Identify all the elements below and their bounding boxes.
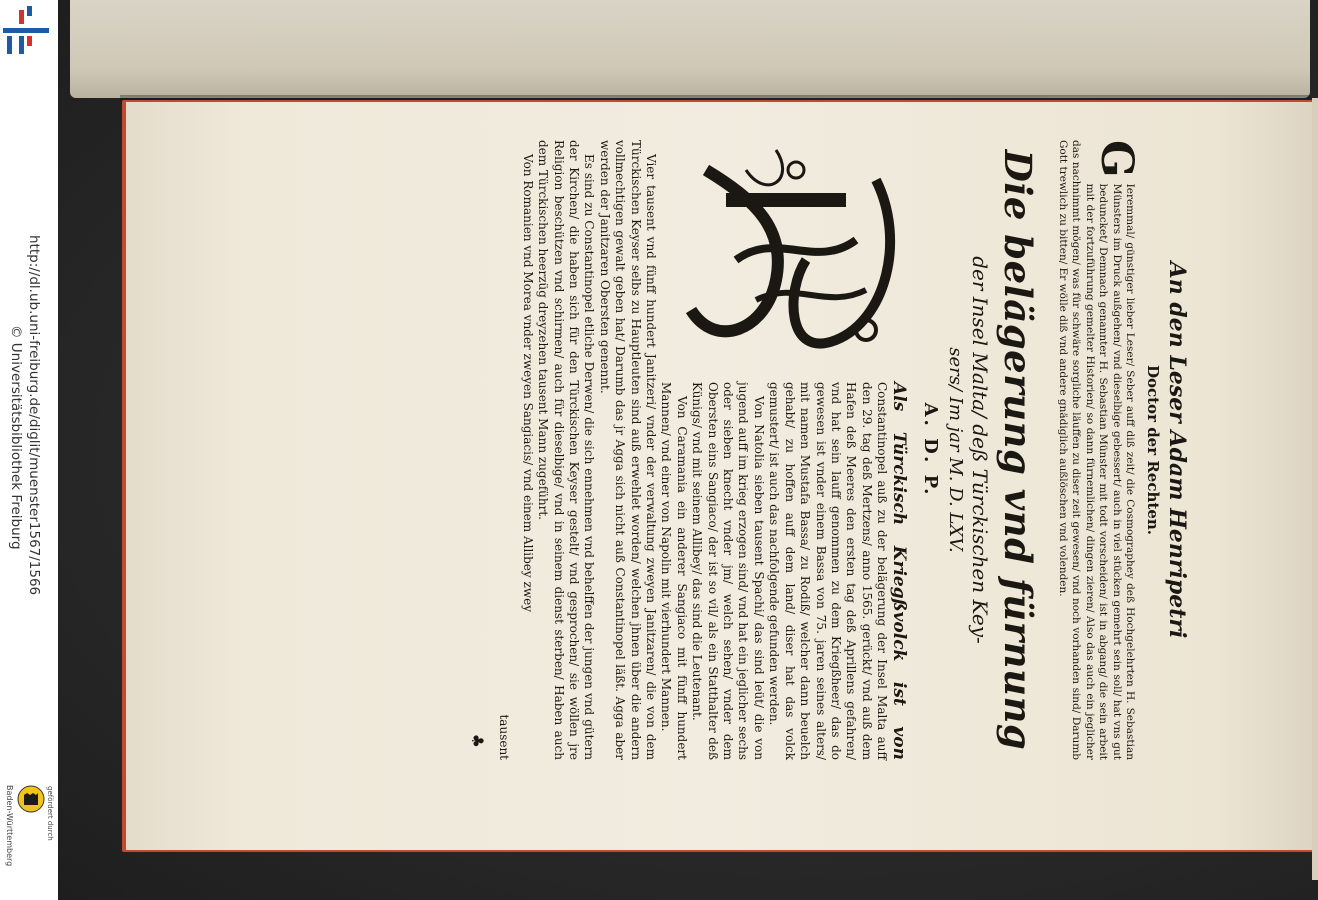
intro-text: Ieremmal/ günstiger lieber Leser/ Seber auff diß zeit/ die Cosmographey deß Hochgelehrten H. Sebastian Münsters im Druck außgehen/ vnd dieselbige gebessert/ auch in viel stücken gemehrt sein soll/ hat vns gut beduncket/ Demnach genannter H. Sebastian Münster mit todt vorscheiden/ ist in abgang/ die sein arbeit mit der fortzuführung gemelter Historien/ so dann fürnemlichen/ dingen zieren/ Also das auch ein jeglicher das nachnimmt mögen/ was für schwäre sorgliche läuffen zu diser zeit gewesen/ vnd noch vorhanden sind/ Darumb Gott trewlich zu bitten/ Er wölle diß vnd andere gnädiglich außlöschen vnd volenden.: [1056, 140, 1136, 760]
body-paragraph-5: Es sind zu Constantinopel etliche Derwen/ die sich ennehmen vnd behelffen der jungen vnd gütern der Kirchen/ die haben sich für den Türckischen Keyser gestelt/ vnd gesprochen/ sie wöllen jre Religion beschützen vnd schirmen/ auch für dieselbige/ vnd in seinem dienst sterben/ Haben auch dem Türckischen heerzüg dreyzehen tausent Mann zugeführt.: [536, 140, 597, 760]
funded-by-label: gefördert durch: [46, 786, 54, 841]
body-paragraph-2: Von Natolia sieben tausent Spachi/ das sind leüt/ die von jugend auff im krieg erzogen sind/ vnd hat ein jeglicher sechs oder sieben knecht vnder jm/ welch sehen/ vnder dem Obersten eins Sangiaco/ der ist so vil/ als ein Statthalter deß Künigs/ vnd mit seinem Allibey/ das sind die Leutenant.: [690, 382, 766, 760]
ub-freiburg-logo-icon: [3, 6, 49, 56]
intro-initial: G: [1091, 140, 1142, 178]
catchword: tausent: [497, 714, 512, 760]
document-title-line3: [945, 140, 966, 760]
sponsor-name-text: Baden-Württemberg: [5, 785, 14, 867]
page-stack-edge: [1312, 98, 1318, 880]
body-paragraph-6: Von Romanien vnd Morea vnder zweyen Sangiacis/ vnd einem Allibey zwey: [520, 154, 535, 612]
copyright-text: © Universitätsbibliothek Freiburg: [8, 325, 24, 550]
date-mark: A. D. P.: [919, 402, 941, 498]
baden-wuerttemberg-emblem-icon: [17, 785, 45, 813]
page-heading: An den Leser Adam Henripetri: [1164, 261, 1190, 639]
document-title: Die belägerung vnd fürnung: [995, 149, 1040, 751]
decorated-initial-icon: [676, 140, 906, 370]
body-lead: Als Türckisch Kriegßvolck ist von: [888, 382, 909, 760]
body-paragraph-3: Von Caramania ein anderer Sangiaco mit fünff hundert Mannen/ vnd einer von Napolin mit vierhundert Mannen.: [659, 382, 689, 760]
document-title-line2: der Insel Malta/ deß Türckischen Key-: [967, 256, 992, 644]
viewer-sidebar: [0, 0, 59, 900]
page-subheading: Doctor der Rechten.: [1144, 364, 1162, 535]
title-year-prefix: sers/ Im jar: [944, 347, 966, 452]
body-text-1: Constantinopel auß zu der belägerung der Insel Malta auff den 29. tag deß Mertzens/ anno 1565. gerückt/ vnd auß dem Hafen deß Meeres den ersten tag deß Aprillens gefahren/ vnd hat sein lauff genommen zu dem Kriegßheer/ das do gewesen ist vnder einem Bassa von 75. jaren seines alters/ mit namen Mustafa Bassa/ zu Rodiß/ welcher dann beuelch gehabt/ zu hoffen auff dem land/ diser hat das volck gemustert/ ist auch das nachfolgende gefunden werden.: [767, 382, 890, 760]
ornament-mark: ♣: [468, 733, 488, 748]
intro-paragraph: [1056, 140, 1142, 760]
body-paragraph-4: Vier tausent vnd fünff hundert Janitzeri/ vnder der verwaltung zweyen Janitzaren/ die von dem Türckischen Keyser selbs zu Hauptleuten sind auß erwehlet worden/ welchen jhnen über die andern vollmechtigen gewalt geben hat/ Darumb das jr Agga sich nicht auß Constantinopel läßt. Agga aber werden der Janitzaren Obersten genennt.: [597, 140, 659, 760]
title-year: M. D. LXV.: [944, 457, 966, 553]
document-url-link[interactable]: http://dl.ub.uni-freiburg.de/diglit/muenster1567/1566: [26, 235, 42, 596]
body-section: [468, 140, 909, 760]
page-text-block: [190, 140, 1190, 760]
book-cover-fold: [70, 0, 1310, 98]
